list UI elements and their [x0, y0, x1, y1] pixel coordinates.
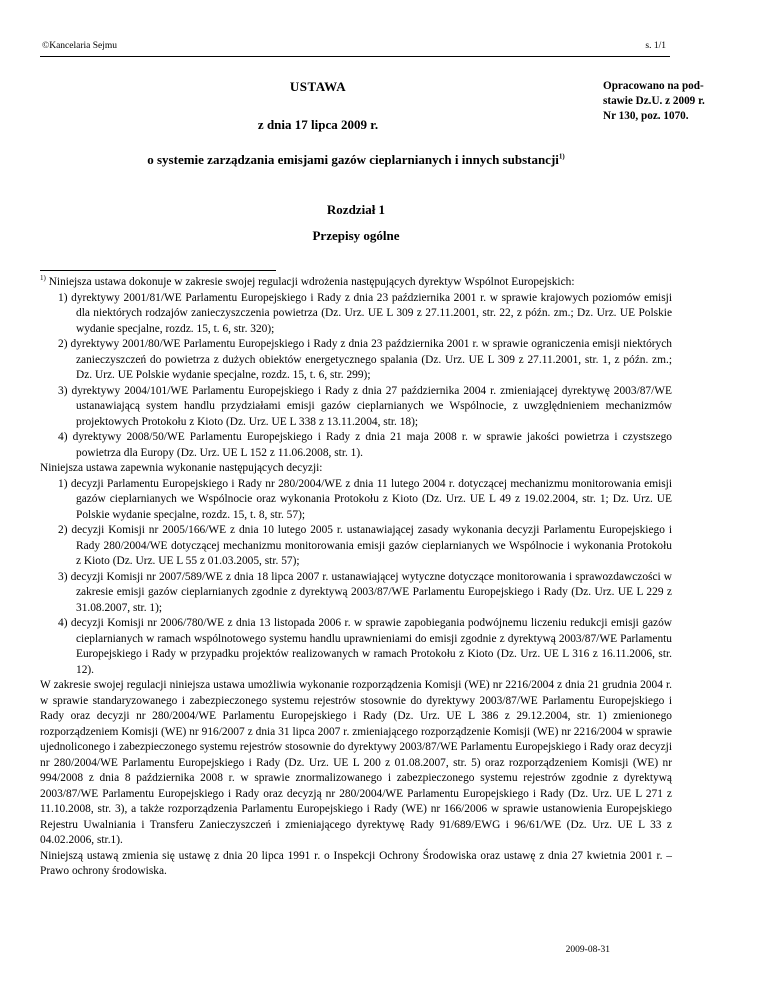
- header-publisher: ©Kancelaria Sejmu: [42, 41, 118, 51]
- act-title: [40, 152, 672, 168]
- act-date: z dnia 17 lipca 2009 r.: [257, 117, 379, 132]
- source-note-line: Nr 130, poz. 1070.: [603, 110, 689, 122]
- footnote: [40, 275, 672, 880]
- chapter-name: Przepisy ogólne: [312, 228, 400, 243]
- footer-date: 2009-08-31: [565, 945, 610, 955]
- footnote-intro: $^{1)}$ Niniejsza ustawa dokonuje w zakresie swojej regulacji wdrożenia następujących dyrektyw Wspólnot Europejskich:: [40, 274, 575, 288]
- decision-item: 4) decyzji Komisji nr 2006/780/WE z dnia 13 listopada 2006 r. w sprawie zapobiegania podwójnemu liczeniu redukcji emisji gazów cieplarnianych w ramach wspólnotowego systemu handlu uprawnieniami do emisji zgodnie z dyrektywą 2003/87/WE Parlamentu Europejskiego i Rady w przypadku projektów realizowanych w ramach Protokołu z Kioto (Dz. Urz. UE L 316 z 16.11.2006, str. 12).: [58, 617, 672, 676]
- footnote-separator: [40, 270, 276, 271]
- decision-item: 3) decyzji Komisji nr 2007/589/WE z dnia 18 lipca 2007 r. ustanawiającej wytyczne dotyczące monitorowania i sprawozdawczości w zakresie emisji gazów cieplarnianych zgodnie z dyrektywą 2003/87/WE Parlamentu Europejskiego i Rady (Dz. Urz. UE L 229 z 31.08.2007, str. 1);: [58, 570, 672, 614]
- decision-item: 1) decyzji Parlamentu Europejskiego i Rady nr 280/2004/WE z dnia 11 lutego 2004 r. dotyczącej mechanizmu monitorowania emisji gazów cieplarnianych we Wspólnocie oraz wykonania Protokołu z Kioto (Dz. Urz. UE L 49 z 19.02.2004, str. 1; Dz. Urz. UE Polskie wydanie specjalne, rozdz. 15, t. 8, str. 57);: [58, 477, 672, 521]
- act-title-text: o systemie zarządzania emisjami gazów cieplarnianych i innych substancji: [147, 152, 559, 167]
- decision-item: 2) decyzji Komisji nr 2005/166/WE z dnia 10 lutego 2005 r. ustanawiającej zasady wykonania decyzji Parlamentu Europejskiego i Rady 280/2004/WE dotyczącej mechanizmu monitorowania emisji gazów cieplarnianych we Wspólnocie i wykonania Protokołu z Kioto (Dz. Urz. UE L 55 z 01.03.2005, str. 57);: [58, 524, 672, 567]
- footnote-mark: 1): [40, 274, 46, 283]
- regulation-paragraph: W zakresie swojej regulacji niniejsza ustawa umożliwia wykonanie rozporządzenia Komisji (WE) nr 2216/2004 z dnia 21 grudnia 2004 r. w sprawie standaryzowanego i zabezpieczonego systemu rejestrów stosownie do dyrektywy 2003/87/WE Parlamentu Europejskiego i Rady oraz decyzji nr 280/2004/WE Parlamentu Europejskiego i Rady (Dz. Urz. UE L 386 z 29.12.2004, str. 1) zmienionego rozporządzeniem Komisji (WE) nr 916/2007 z dnia 31 lipca 2007 r. zmieniającego rozporządzenie Komisji (WE) nr 2216/2004 w sprawie ujednoliconego i zabezpieczonego systemu rejestrów stosownie do dyrektywy 2003/87/WE Parlamentu Europejskiego i Rady oraz decyzji nr 280/2004/WE Parlamentu Europejskiego i Rady (Dz. Urz. UE L 200 z 01.08.2007, str. 5) oraz rozporządzeniem Komisji (WE) nr 994/2008 z dnia 8 października 2008 r. w sprawie znormalizowanego i zabezpieczonego systemu rejestrów zgodnie z dyrektywą 2003/87/WE Parlamentu Europejskiego i Rady oraz decyzją nr 280/2004/WE Parlamentu Europejskiego i Rady (Dz. Urz. UE L 271 z 11.10.2008, str. 3), a także rozporządzenia Parlamentu Europejskiego i Rady (WE) nr 166/2006 w sprawie ustanowienia Europejskiego Rejestru Uwalniania i Transferu Zanieczyszczeń i zmieniającego dyrektywę Rady 91/689/EWG i 96/61/WE (Dz. Urz. UE L 33 z 04.02.2006, str.1).: [40, 679, 673, 846]
- directive-item: 1) dyrektywy 2001/81/WE Parlamentu Europejskiego i Rady z dnia 23 października 2001 r. w sprawie krajowych poziomów emisji dla niektórych rodzajów zanieczyszczenia powietrza (Dz. Urz. UE L 309 z 27.11.2001, str. 22, z późn. zm.; Dz. Urz. UE Polskie wydanie specjalne, rozdz. 15, t. 6, str. 320);: [58, 291, 672, 335]
- title-footnote-mark: 1): [558, 152, 565, 161]
- source-note: [603, 79, 753, 124]
- running-header: [40, 40, 670, 57]
- act-type: USTAWA: [289, 79, 347, 94]
- chapter-number: Rozdział 1: [326, 202, 386, 217]
- directive-item: 4) dyrektywy 2008/50/WE Parlamentu Europejskiego i Rady z dnia 21 maja 2008 r. w sprawie jakości powietrza i czystszego powietrza dla Europy (Dz. Urz. UE L 152 z 11.06.2008, str. 1).: [58, 431, 672, 459]
- directive-item: 2) dyrektywy 2001/80/WE Parlamentu Europejskiego i Rady z dnia 23 października 2001 r. w sprawie ograniczenia emisji niektórych zanieczyszczeń do powietrza z dużych obiektów energetycznego spalania (Dz. Urz. UE L 309 z 27.11.2001, str. 1, z późn. zm.; Dz. Urz. UE Polskie wydanie specjalne, rozdz. 15, t. 6, str. 299);: [58, 338, 672, 381]
- source-note-line: stawie Dz.U. z 2009 r.: [603, 95, 705, 107]
- source-note-line: Opracowano na pod-: [603, 80, 704, 92]
- decisions-intro: Niniejsza ustawa zapewnia wykonanie następujących decyzji:: [40, 462, 323, 474]
- directive-item: 3) dyrektywy 2004/101/WE Parlamentu Europejskiego i Rady z dnia 27 października 2004 r. zmieniającej dyrektywę 2003/87/WE ustanawiającą system handlu przydziałami emisji gazów cieplarnianych we Wspólnocie, z uwzględnieniem mechanizmów projektowych Protokołu z Kioto (Dz. Urz. UE L 338 z 13.11.2004, str. 18);: [58, 384, 672, 428]
- header-page-number: s. 1/1: [645, 41, 666, 51]
- amendment-paragraph: Niniejszą ustawą zmienia się ustawę z dnia 20 lipca 1991 r. o Inspekcji Ochrony Środowiska oraz ustawę z dnia 27 kwietnia 2001 r. – Prawo ochrony środowiska.: [40, 849, 672, 877]
